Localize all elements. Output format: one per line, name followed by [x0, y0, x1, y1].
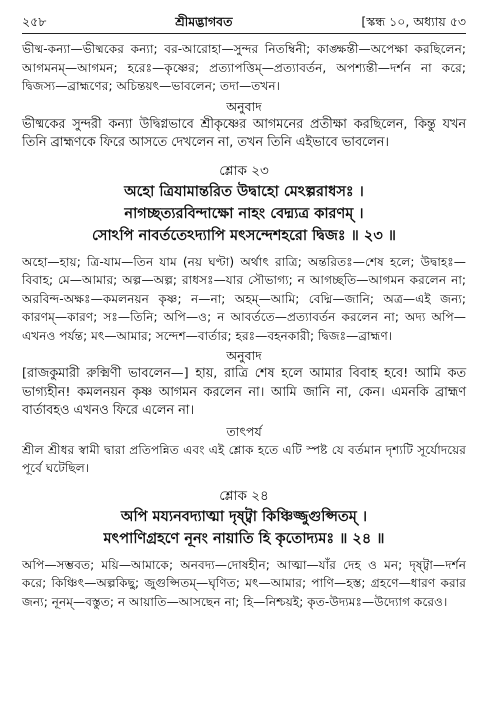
- verse-23-line-2: নাগচ্ছত্যরবিন্দাক্ষো নাহং বেদ্ম্যত্র কারণম্ ।: [124, 205, 364, 222]
- sloka-heading-23: শ্লোক ২৩: [219, 162, 269, 179]
- translation-heading-22: অনুবাদ: [226, 98, 262, 114]
- verse-24-line-1: অপি ময্যনবদ্যাত্মা দৃষ্ট্বা কিঞ্চিজ্জুগুপ্সিতম্ ।: [120, 508, 368, 525]
- translation-23: [রাজকুমারী রুক্মিণী ভাবলেন—] হায়, রাত্রি শেষ হলে আমার বিবাহ হবে! আমি কত ভাগ্যহীন! কমলনয়ন কৃষ্ণ আগমন করলেন না। আমি জানি না, কেন। এমনকি ব্রাহ্মণ বার্তাবহও এখনও ফিরে এলেন না।: [22, 366, 466, 418]
- translation-22: ভীষ্মকের সুন্দরী কন্যা উদ্বিগ্নভাবে শ্রীকৃষ্ণের আগমনের প্রতীক্ষা করছিলেন, কিন্তু যখন তিনি ব্রাহ্মণকে ফিরে আসতে দেখলেন না, তখন তিনি এইভাবে ভাবলেন।: [22, 116, 466, 150]
- verse-24-line-2: মৎপাণিগ্রহণে নূনং নায়াতি হি কৃতোদ্যমঃ ॥ ২৪ ॥: [103, 530, 385, 547]
- running-header: [22, 14, 466, 34]
- page: [22, 14, 466, 611]
- page-number: ২৫৮: [22, 14, 47, 29]
- translation-heading-23: অনুবাদ: [226, 348, 262, 363]
- book-title: শ্রীমদ্ভাগবত: [175, 14, 233, 29]
- sloka-heading-24: শ্লোক ২৪: [219, 487, 269, 504]
- purport-23: শ্রীল শ্রীধর স্বামী দ্বারা প্রতিপন্নিত এবং এই শ্লোক হতে এটি স্পষ্ট যে বর্তমান দৃশ্যটি সূর্যোদয়ের পূর্বে ঘটেছিল।: [22, 442, 466, 475]
- word-meanings-23: অহো—হায়; ত্রি-যাম—তিন যাম (নয় ঘণ্টা) অর্থাৎ রাত্রি; অন্তরিতঃ—শেষ হলে; উদ্বাহঃ—বিবাহ; মে—আমার; অল্প—অল্প; রাধসঃ—যার সৌভাগ্য; ন আগচ্ছতি—আগমন করলেন না; অরবিন্দ-অক্ষঃ—কমলনয়ন কৃষ্ণ; ন—না; অহম্—আমি; বেদ্মি—জানি; অত্র—এই জন্য; কারণম্—কারণ; সঃ—তিনি; অপি—ও; ন আবর্ততে—প্রত্যাবর্তন করলেন না; অদ্য অপি—এখনও পর্যন্ত; মৎ—আমার; সন্দেশ—বার্তার; হরঃ—বহনকারী; দ্বিজঃ—ব্রাহ্মণ।: [22, 254, 466, 343]
- word-meanings-22: ভীষ্ম-কন্যা—ভীষ্মকের কন্যা; বর-আরোহা—সুন্দর নিতম্বিনী; কাঙ্ক্ষন্তী—অপেক্ষা করছিলেন; আগমনম্—আগমন; হরেঃ—কৃষ্ণের; প্রত্যাপত্তিম্—প্রত্যাবর্তন, অপশ্যন্তী—দর্শন না করে; দ্বিজস্য—ব্রাহ্মণের; অচিন্তয়ৎ—ভাবলেন; তদা—তখন।: [22, 42, 466, 93]
- chapter-reference: [স্কন্ধ ১০, অধ্যায় ৫৩: [361, 14, 466, 29]
- purport-heading-23: তাৎপর্য: [226, 423, 262, 439]
- verse-23-line-1: অহো ত্রিযামান্তরিত উদ্বাহো মেঽল্পরাধসঃ ।: [124, 183, 364, 200]
- verse-23-line-3: সোঽপি নাবর্ততেঽদ্যাপি মৎসন্দেশহরো দ্বিজঃ ॥ ২৩ ॥: [91, 227, 396, 244]
- word-meanings-24: অপি—সম্ভবত; ময়ি—আমাকে; অনবদ্য—দোষহীন; আত্মা—যাঁর দেহ ও মন; দৃষ্ট্বা—দর্শন করে; কিঞ্চিৎ—অল্পকিছু; জুগুপ্সিতম্—ঘৃণিত; মৎ—আমার; পাণি—হস্ত; গ্রহণে—ধারণ করার জন্য; নূনম্—বস্তুত; ন আয়াতি—আসছেন না; হি—নিশ্চয়ই; কৃত-উদ্যমঃ—উদ্যোগ করেও।: [22, 557, 466, 609]
